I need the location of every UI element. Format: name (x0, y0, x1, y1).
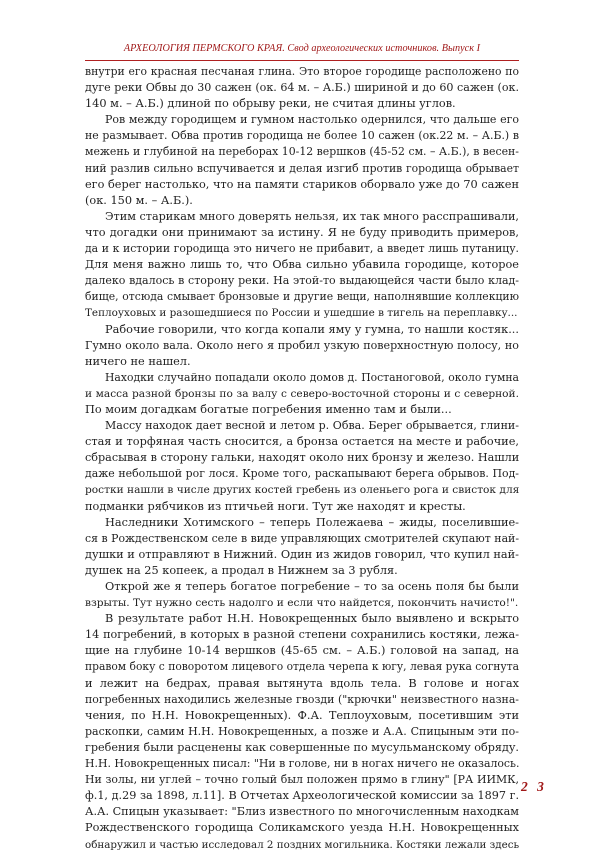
text-line: что догадки они принимают за истину. Я не буду приводить примеров, (85, 225, 519, 239)
text-line: погребенных находились железные гвозди ("крючки" неизвестного назна- (85, 692, 519, 706)
text-line: Рабочие говорили, что когда копали яму у гумна, то нашли костяк... (105, 322, 519, 336)
text-line: А.А. Спицын указывает: "Близ известного по многочисленным находкам (85, 805, 519, 819)
text-line: Массу находок дает весной и летом р. Обва. Берег обрывается, глини- (105, 419, 519, 433)
text-line: Для меня важно лишь то, что Обва сильно убавила городище, которое (85, 258, 519, 272)
text-line: бище, отсюда смывает бронзовые и другие вещи, наполнявшие коллекцию (85, 290, 519, 304)
text-line: 140 м. – А.Б.) длиной по обрыву реки, не считая длины углов. (85, 97, 456, 111)
text-line: ся в Рождественском селе в виде управляющих смотрителей скупают най- (85, 531, 519, 545)
text-line: обнаружил и частью исследовал 2 поздних могильника. Костяки лежали здесь (85, 838, 519, 851)
text-line: сбрасывая в сторону гальки, находят около них бронзу и железо. Нашли (85, 451, 519, 465)
body-text (85, 64, 519, 853)
running-header: АРХЕОЛОГИЯ ПЕРМСКОГО КРАЯ. Свод археологических источников. Выпуск I (123, 43, 481, 54)
text-line: дуге реки Обвы до 30 сажен (ок. 64 м. – А.Б.) шириной и до 60 сажен (ок. (85, 81, 519, 95)
text-line: Находки случайно попадали около домов д. Постаноговой, около гумна (105, 370, 519, 384)
text-line: Этим старикам много доверять нельзя, их так много расспрашивали, (105, 209, 519, 223)
header-rule (85, 60, 519, 61)
page-number: 2 3 (521, 779, 547, 794)
text-line: Гумно около вала. Около него я пробил узкую поверхностную полосу, но (85, 338, 519, 352)
text-line: Н.Н. Новокрещенных писал: "Ни в голове, ни в ногах ничего не оказалось. (85, 757, 519, 771)
text-line: Наследники Хотимского – теперь Полежаева – жиды, поселившие- (105, 515, 519, 529)
text-line: раскопки, самим Н.Н. Новокрещенных, а позже и А.А. Спицыным эти по- (85, 724, 519, 738)
text-line: чения, по Н.Н. Новокрещенных). Ф.А. Теплоуховым, посетившим эти (85, 708, 519, 722)
text-line: даже небольшой рог лося. Кроме того, раскапывают берега обрывов. Под- (85, 467, 519, 481)
text-line: гребения были расценены как совершенные по мусульманскому обряду. (85, 740, 519, 754)
text-line: душки и отправляют в Нижний. Один из жидов говорил, что купил най- (85, 547, 519, 561)
text-line: ничего не нашел. (85, 354, 191, 368)
text-line: не размывает. Обва против городища не более 10 сажен (ок.22 м. – А.Б.) в (85, 129, 519, 143)
text-line: его берег настолько, что на памяти стариков оборвало уже до 70 сажен (85, 177, 519, 191)
text-line: да и к истории городища это ничего не прибавит, а введет лишь путаницу. (85, 242, 519, 256)
text-line: подманки рябчиков из птичьей ноги. Тут же находят и кресты. (85, 499, 466, 513)
text-line: 14 погребений, в которых в разной степени сохранились костяки, лежа- (85, 628, 519, 642)
text-line: и лежит на бедрах, правая вытянута вдоль тела. В голове и ногах (85, 676, 519, 690)
text-line: взрыты. Тут нужно сесть надолго и если что найдется, покончить начисто!". (85, 597, 519, 610)
text-line: правом боку с поворотом лицевого отдела черепа к югу, левая рука согнута (85, 660, 519, 674)
text-line: Ров между городищем и гумном настолько одернился, что дальше его (105, 113, 519, 127)
text-line: ростки нашли в числе других костей гребень из оленьего рога и свисток для (85, 484, 519, 497)
text-line: межень и глубиной на переборах 10-12 вершков (45-52 см. – А.Б.), в весен- (85, 145, 519, 159)
text-line: ф.1, д.29 за 1898, л.11]. В Отчетах Археологической комиссии за 1897 г. (85, 789, 519, 803)
text-line: далеко вдалось в сторону реки. На этой-то выдающейся части было клад- (85, 274, 519, 288)
text-line: внутри его красная песчаная глина. Это второе городище расположено по (85, 65, 519, 78)
text-line: По моим догадкам богатые погребения именно там и были... (85, 402, 452, 416)
text-line: душек на 25 копеек, а продал в Нижнем за 3 рубля. (85, 563, 398, 577)
text-line: стая и торфяная часть сносится, а бронза остается на месте и рабочие, (85, 435, 519, 449)
text-line: В результате работ Н.Н. Новокрещенных было выявлено и вскрыто (105, 612, 519, 626)
text-line: Открой же я теперь богатое погребение – то за осень поля бы были (105, 580, 519, 593)
text-line: и масса разной бронзы по за валу с северо-восточной стороны и с северной. (85, 387, 519, 400)
text-line: ний разлив сильно вспучивается и делая изгиб против городища обрывает (85, 161, 519, 175)
text-line: (ок. 150 м. – А.Б.). (85, 193, 193, 207)
text-line: щие на глубине 10-14 вершков (45-65 см. – А.Б.) головой на запад, на (85, 644, 519, 658)
text-line: Теплоуховых и разошедшиеся по России и ушедшие в тигель на переплавку... (85, 307, 518, 320)
text-line: Ни золы, ни углей – точно голый был положен прямо в глину" [РА ИИМК, (85, 773, 519, 787)
text-line: Рождественского городища Соликамского уезда Н.Н. Новокрещенных (85, 821, 519, 835)
